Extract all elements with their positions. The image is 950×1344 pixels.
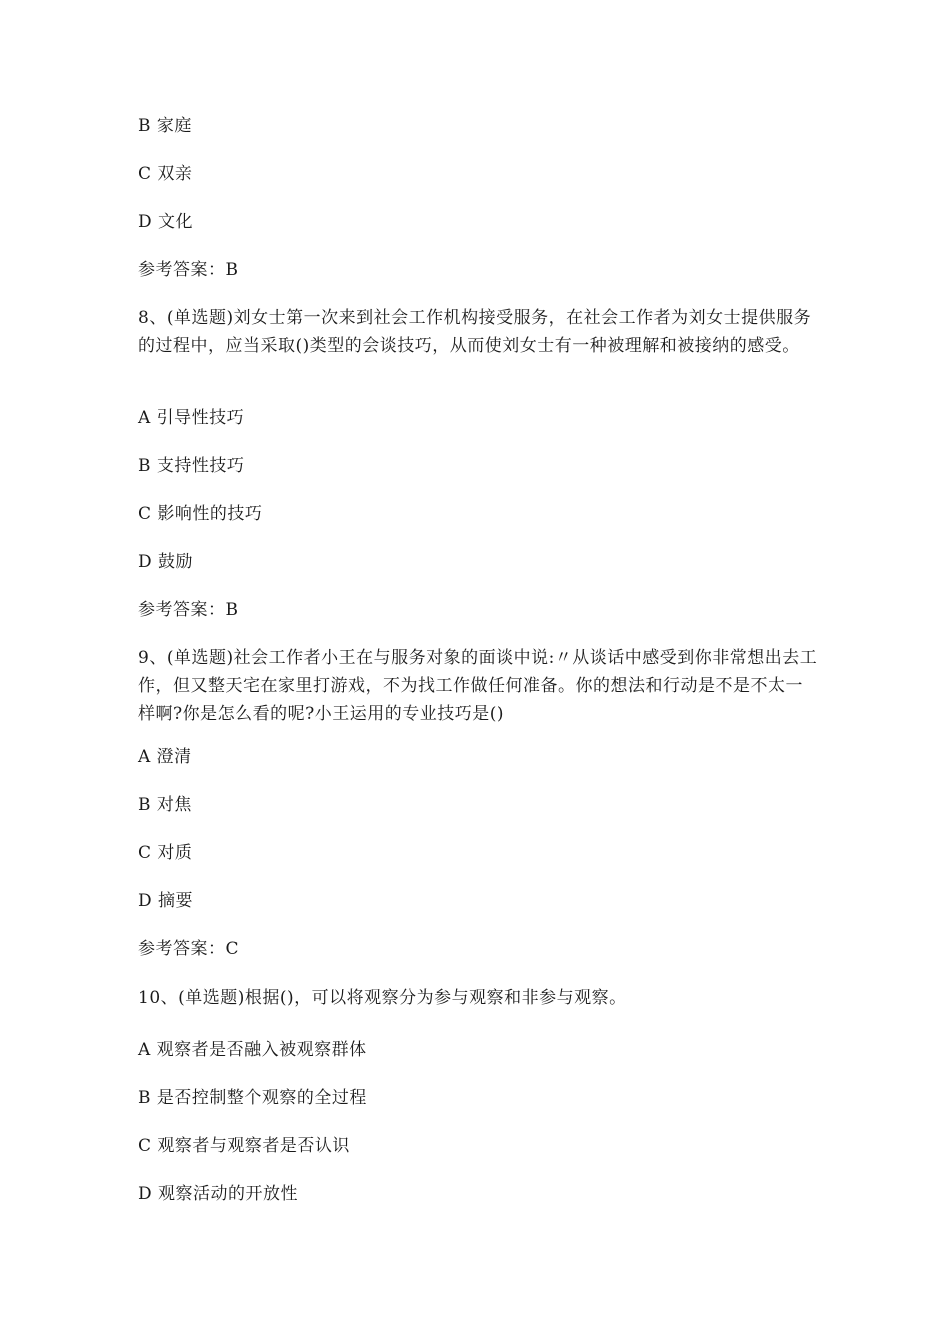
q10-question: 10、(单选题)根据()，可以将观察分为参与观察和非参与观察。 — [138, 988, 627, 1008]
q8-option-b: B 支持性技巧 — [138, 456, 245, 476]
q10-option-d: D 观察活动的开放性 — [138, 1184, 299, 1204]
q9-option-c: C 对质 — [138, 843, 193, 863]
q8-question: 8、(单选题)刘女士第一次来到社会工作机构接受服务，在社会工作者为刘女士提供服务的过程中，应当采取()类型的会谈技巧，从而使刘女士有一种被理解和被接纳的感受。 — [138, 308, 812, 356]
q10-option-c: C 观察者与观察者是否认识 — [138, 1136, 350, 1156]
q8-option-c: C 影响性的技巧 — [138, 504, 263, 524]
q9-option-d: D 摘要 — [138, 891, 194, 911]
q7-option-c: C 双亲 — [138, 164, 193, 184]
q8-option-a: A 引导性技巧 — [138, 408, 245, 428]
q7-option-d: D 文化 — [138, 212, 194, 232]
q9-answer: 参考答案：C — [138, 939, 240, 959]
q8-answer: 参考答案：B — [138, 600, 239, 620]
q7-option-b: B 家庭 — [138, 116, 192, 136]
q10-option-a: A 观察者是否融入被观察群体 — [138, 1040, 367, 1060]
q7-answer: 参考答案：B — [138, 260, 239, 280]
q9-option-a: A 澄清 — [138, 747, 192, 767]
q9-option-b: B 对焦 — [138, 795, 192, 815]
q9-question: 9、(单选题)社会工作者小王在与服务对象的面谈中说:〃从谈话中感受到你非常想出去工作，但又整天宅在家里打游戏，不为找工作做任何准备。你的想法和行动是不是不太一样啊?你是怎么看的呢?小王运用的专业技巧是() — [138, 648, 818, 724]
q10-option-b: B 是否控制整个观察的全过程 — [138, 1088, 367, 1108]
q8-option-d: D 鼓励 — [138, 552, 194, 572]
